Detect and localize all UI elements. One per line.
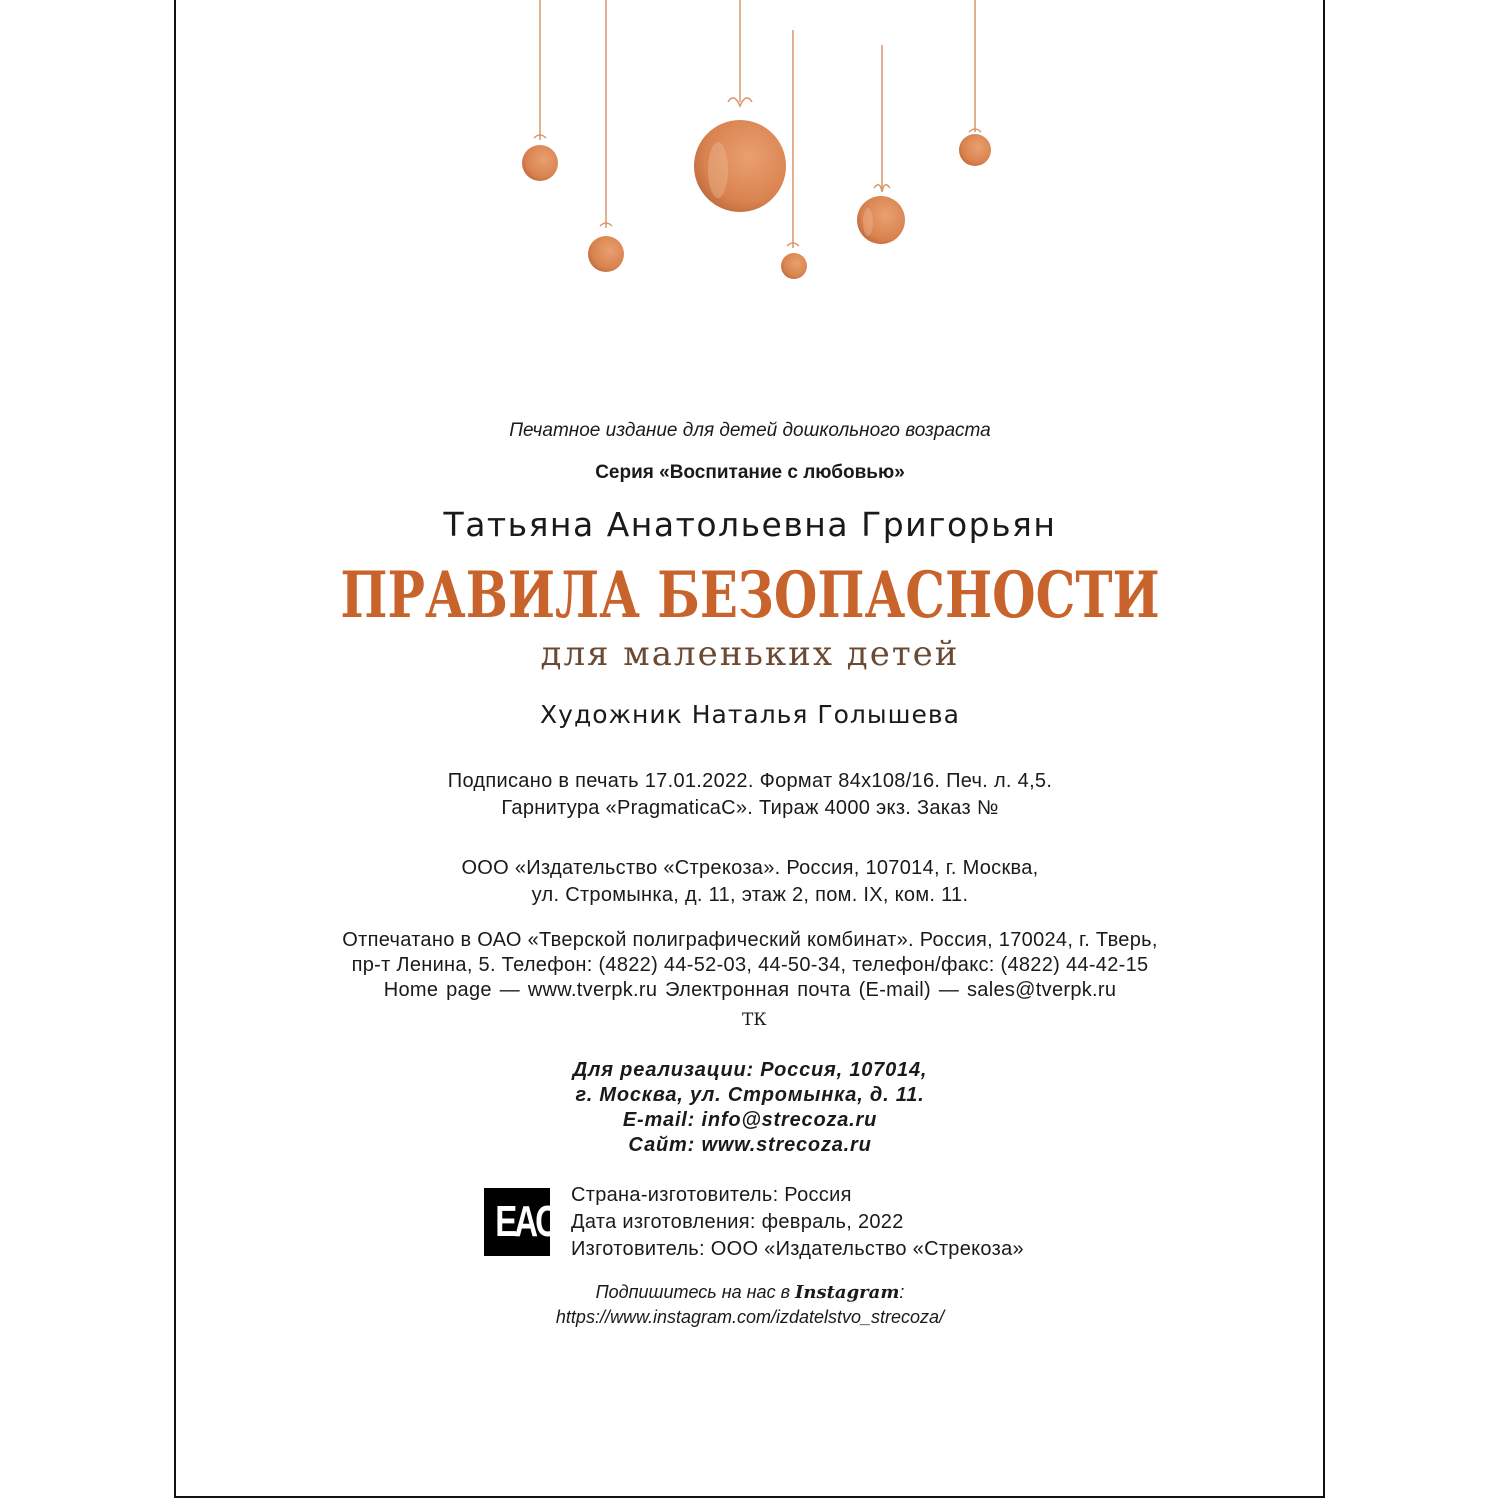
sales-website: Сайт: www.strecoza.ru xyxy=(628,1134,872,1156)
instagram-colon: : xyxy=(899,1282,905,1302)
eac-mark: EAC xyxy=(495,1192,539,1252)
christmas-ornaments-illustration xyxy=(0,0,1500,300)
book-subtitle: для маленьких детей xyxy=(540,634,960,674)
printer-block xyxy=(0,928,1500,1003)
manufacturer-name: Изготовитель: ООО «Издательство «Стрекоза» xyxy=(571,1238,1024,1260)
sales-block xyxy=(0,1058,1500,1158)
instagram-block xyxy=(0,1280,1500,1330)
printer-line: Отпечатано в ОАО «Тверской полиграфический комбинат». Россия, 170024, г. Тверь, xyxy=(342,929,1158,951)
eac-certification-icon xyxy=(484,1188,556,1256)
printer-line: Home page — www.tverpk.ru Электронная почта (E-mail) — sales@tverpk.ru xyxy=(383,979,1117,1001)
instagram-brand: Instagram xyxy=(794,1282,900,1303)
publisher-line: ООО «Издательство «Стрекоза». Россия, 107014, г. Москва, xyxy=(461,857,1039,879)
publisher-block xyxy=(0,855,1500,909)
printer-logo-icon: ТК xyxy=(742,1010,767,1030)
instagram-url: https://www.instagram.com/izdatelstvo_strecoza/ xyxy=(555,1307,945,1327)
ornament-ball xyxy=(781,253,807,279)
imprint-block xyxy=(0,768,1500,822)
ornament-ball xyxy=(694,120,786,212)
book-title: ПРАВИЛА БЕЗОПАСНОСТИ xyxy=(340,558,1160,633)
manufacture-date: Дата изготовления: февраль, 2022 xyxy=(571,1211,904,1233)
book-illustrator: Художник Наталья Голышева xyxy=(540,700,960,729)
ornament-ball xyxy=(588,236,624,272)
printer-line: пр-т Ленина, 5. Телефон: (4822) 44-52-03, 44-50-34, телефон/факс: (4822) 44-42-15 xyxy=(351,954,1149,976)
series-name: Серия «Воспитание с любовью» xyxy=(595,462,905,483)
instagram-prompt: Подпишитесь на нас в xyxy=(595,1282,795,1302)
ornament-ball xyxy=(522,145,558,181)
sales-email: E-mail: info@strecoza.ru xyxy=(622,1109,878,1131)
audience-note: Печатное издание для детей дошкольного возраста xyxy=(509,420,991,441)
manufacturer-block xyxy=(571,1182,1024,1263)
sales-line: г. Москва, ул. Стромынка, д. 11. xyxy=(575,1084,925,1106)
sales-line: Для реализации: Россия, 107014, xyxy=(572,1059,928,1081)
ornament-ball xyxy=(959,134,991,166)
book-author: Татьяна Анатольевна Григорьян xyxy=(443,505,1057,544)
publisher-line: ул. Стромынка, д. 11, этаж 2, пом. IX, ком. 11. xyxy=(531,884,969,906)
instagram-prompt-line xyxy=(0,1280,1500,1305)
country-of-origin: Страна-изготовитель: Россия xyxy=(571,1184,852,1206)
imprint-line: Подписано в печать 17.01.2022. Формат 84x108/16. Печ. л. 4,5. xyxy=(447,770,1053,792)
imprint-line: Гарнитура «PragmaticaC». Тираж 4000 экз. Заказ № xyxy=(501,797,999,819)
ornament-balls xyxy=(522,120,991,279)
